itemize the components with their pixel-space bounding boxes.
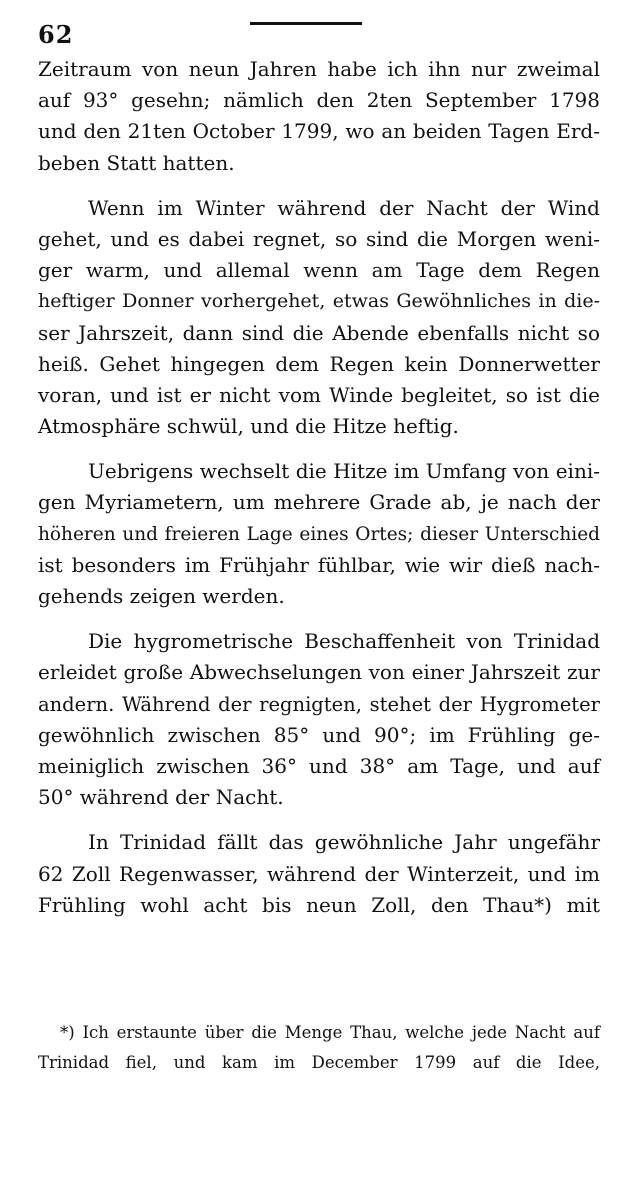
text-line: Frühling wohl acht bis neun Zoll, den Thau*) mit: [38, 892, 600, 917]
text-line: ger warm, und allemal wenn am Tage dem Regen: [38, 258, 600, 283]
footnote-line: *) Ich erstaunte über die Menge Thau, welche jede Nacht auf: [60, 1023, 600, 1042]
text-line: erleidet große Abwechselungen von einer Jahrszeit zur: [38, 660, 600, 685]
text-line: auf 93° gesehn; nämlich den 2ten September 1798: [38, 88, 600, 113]
text-line: voran, und ist er nicht vom Winde begleitet, so ist die: [38, 382, 600, 407]
paragraph-gap: [38, 179, 600, 193]
paragraph-gap: [38, 442, 600, 456]
body-text: [38, 54, 600, 921]
text-line: 50° während der Nacht.: [38, 785, 284, 810]
text-line: Zeitraum von neun Jahren habe ich ihn nur zweimal: [38, 57, 600, 81]
paragraph-gap: [38, 612, 600, 626]
text-line: höheren und freieren Lage eines Ortes; dieser Unterschied: [38, 523, 600, 545]
text-line: gen Myriametern, um mehrere Grade ab, je nach der: [38, 490, 600, 515]
text-line: meiniglich zwischen 36° und 38° am Tage, und auf: [38, 753, 600, 778]
text-line: beben Statt hatten.: [38, 150, 235, 175]
text-line: heftiger Donner vorhergehet, etwas Gewöhnliches in die-: [38, 290, 600, 313]
text-line: ser Jahrszeit, dann sind die Abende ebenfalls nicht so: [38, 320, 600, 345]
text-line: gewöhnlich zwischen 85° und 90°; im Frühling ge-: [38, 722, 600, 747]
text-line: andern. Während der regnigten, stehet der Hygrometer: [38, 692, 600, 716]
footnote-line: Trinidad fiel, und kam im December 1799 auf die Idee,: [38, 1053, 600, 1072]
text-line: Atmosphäre schwül, und die Hitze heftig.: [38, 414, 459, 439]
text-line: Wenn im Winter während der Nacht der Wind: [88, 195, 600, 220]
footnote: [38, 1018, 600, 1078]
text-line: Die hygrometrische Beschaffenheit von Trinidad: [88, 629, 600, 654]
text-line: Uebrigens wechselt die Hitze im Umfang von eini-: [88, 459, 600, 484]
paragraph-5: [38, 827, 600, 921]
paragraph-2: [38, 193, 600, 443]
text-line: gehet, und es dabei regnet, so sind die Morgen weni-: [38, 226, 600, 251]
page-number: 62: [38, 20, 74, 49]
paragraph-1: [38, 54, 600, 179]
paragraph-3: [38, 456, 600, 612]
text-line: ist besonders im Frühjahr fühlbar, wie wir dieß nach-: [38, 552, 600, 577]
text-line: gehends zeigen werden.: [38, 584, 285, 608]
text-line: und den 21ten October 1799, wo an beiden Tagen Erd-: [38, 119, 600, 144]
header-rule: [250, 22, 362, 25]
text-line: heiß. Gehet hingegen dem Regen kein Donnerwetter: [38, 351, 600, 376]
text-line: In Trinidad fällt das gewöhnliche Jahr ungefähr: [88, 830, 600, 855]
paragraph-4: [38, 626, 600, 813]
paragraph-gap: [38, 813, 600, 827]
text-line: 62 Zoll Regenwasser, während der Winterzeit, und im: [38, 861, 600, 886]
